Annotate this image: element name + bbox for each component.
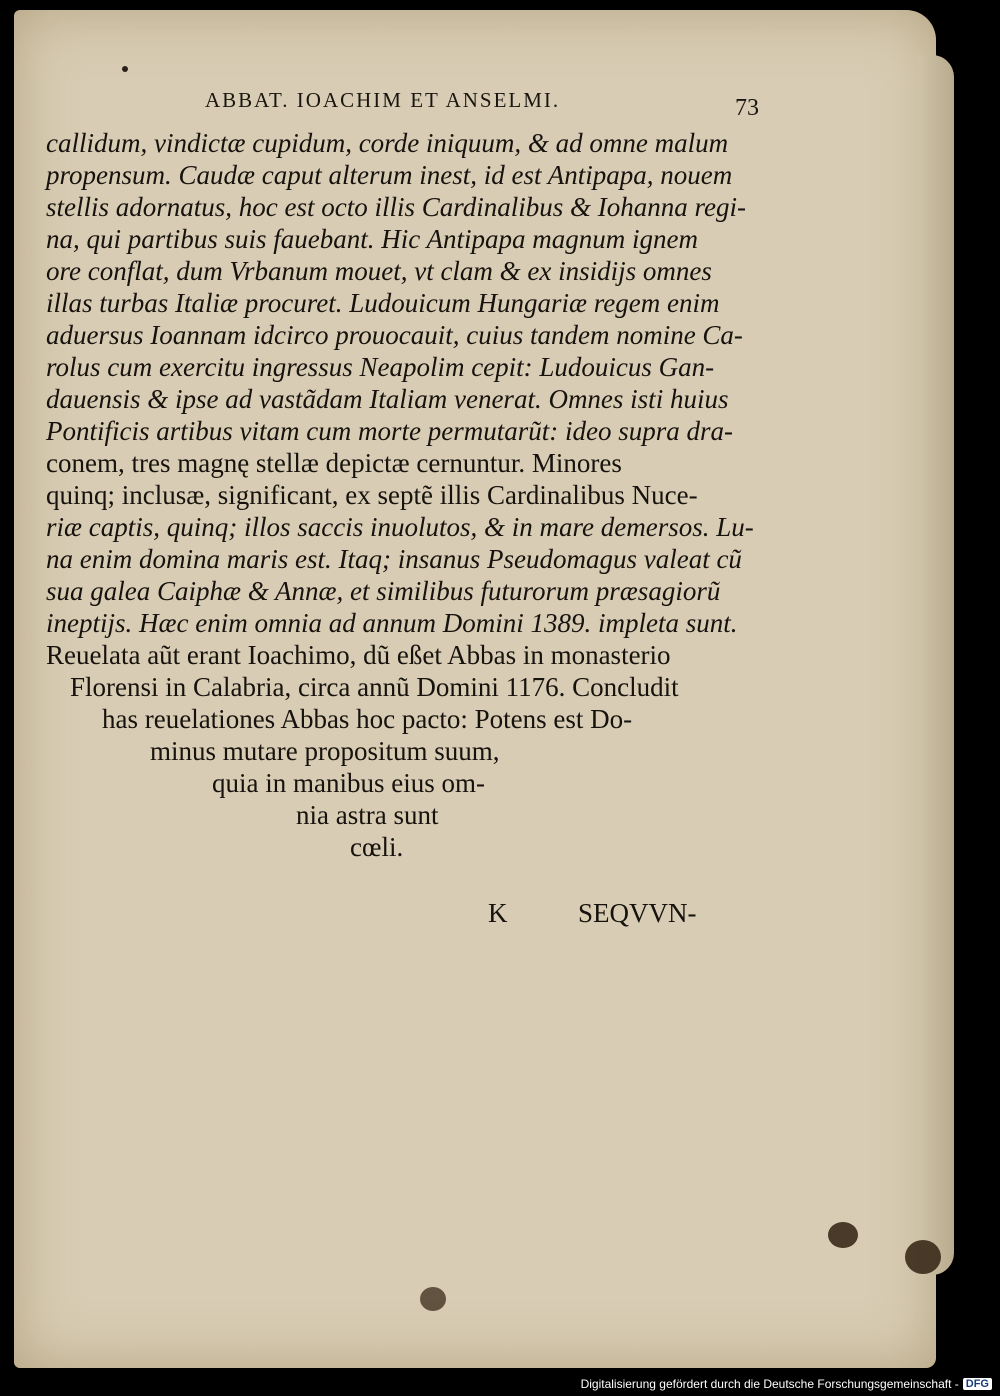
ink-stain [420,1287,446,1311]
ink-stain [828,1222,858,1248]
text-line: cœli. [350,832,404,862]
text-line: ore conflat, dum Vrbanum mouet, vt clam & ex insidijs omnes [46,256,712,286]
signature-mark: K [488,898,508,928]
text-line: quia in manibus eius om- [212,768,485,798]
running-title: ABBAT. IOACHIM ET ANSELMI. [205,88,561,112]
text-line: dauensis & ipse ad vastãdam Italiam venerat. Omnes isti huius [46,384,729,414]
text-line: minus mutare propositum suum, [150,736,500,766]
ink-dot [122,66,128,72]
text-line: nia astra sunt [296,800,439,830]
catchword: SEQVVN- [578,898,697,928]
ink-stain [905,1240,941,1274]
text-line: riæ captis, quinq; illos saccis inuolutos, & in mare demersos. Lu- [46,512,754,542]
text-line: has reuelationes Abbas hoc pacto: Potens est Do- [102,704,633,734]
text-line: na enim domina maris est. Itaq; insanus Pseudomagus valeat cũ [46,544,742,574]
page-edge [918,55,954,1275]
text-line: stellis adornatus, hoc est octo illis Cardinalibus & Iohanna regi- [46,192,746,222]
text-line: sua galea Caiphæ & Annæ, et similibus futurorum præsagiorũ [46,576,721,606]
text-line: callidum, vindictæ cupidum, corde iniquum, & ad omne malum [46,128,729,158]
text-line: illas turbas Italiæ procuret. Ludouicum Hungariæ regem enim [46,288,720,318]
digitization-footer [581,1375,992,1393]
text-line: ineptijs. Hæc enim omnia ad annum Domini 1389. impleta sunt. [46,608,738,638]
text-line: conem, tres magnę stellæ depictæ cernuntur. Minores [46,448,622,478]
text-line: rolus cum exercitu ingressus Neapolim cepit: Ludouicus Gan- [46,352,715,382]
footer-text: Digitalisierung gefördert durch die Deutsche Forschungsgemeinschaft - [580,1377,959,1391]
page-number: 73 [735,95,759,121]
text-line: Florensi in Calabria, circa annũ Domini 1176. Concludit [70,672,679,702]
text-line: na, qui partibus suis fauebant. Hic Antipapa magnum ignem [46,224,698,254]
text-line: Pontificis artibus vitam cum morte permutarũt: ideo supra dra- [46,416,733,446]
text-line: propensum. Caudæ caput alterum inest, id est Antipapa, nouem [46,160,733,190]
text-line: aduersus Ioannam idcirco prouocauit, cuius tandem nomine Ca- [46,320,743,350]
text-line: quinq; inclusæ, significant, ex septẽ illis Cardinalibus Nuce- [46,480,698,510]
dfg-logo: DFG [963,1378,992,1390]
text-line: Reuelata aũt erant Ioachimo, dũ eßet Abbas in monasterio [46,640,671,670]
